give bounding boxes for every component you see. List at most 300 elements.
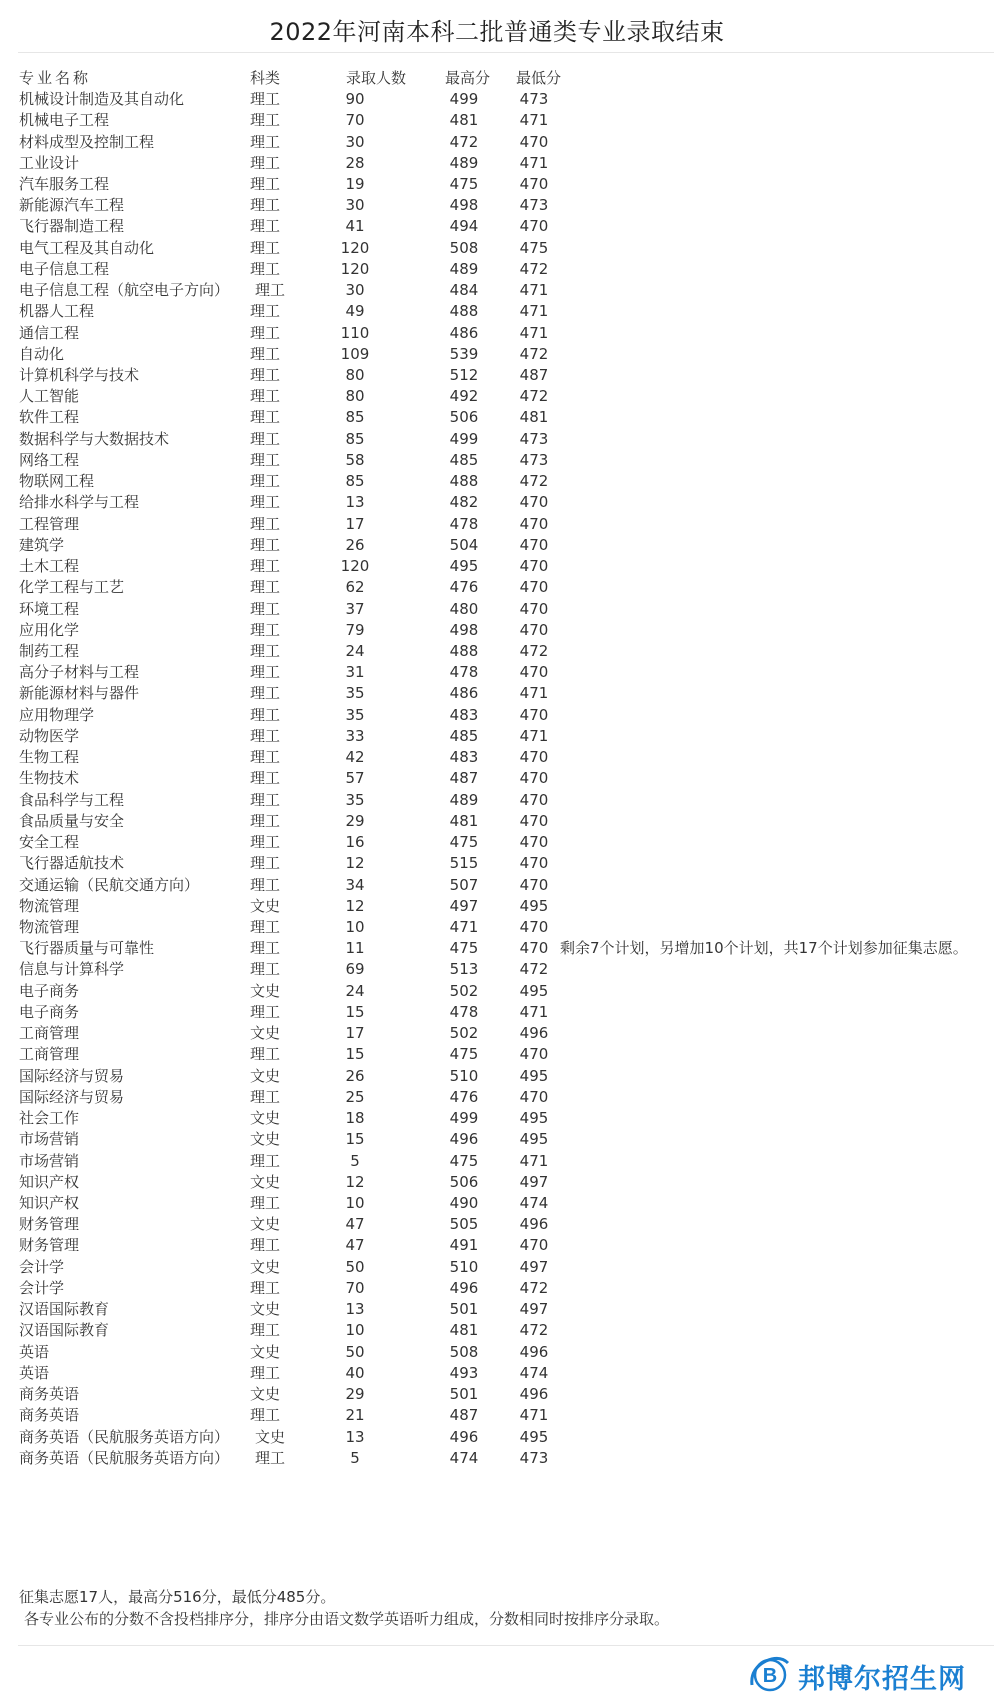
table-row [0, 1426, 994, 1448]
cell-max: 497 [449, 896, 479, 915]
cell-max: 478 [449, 514, 479, 533]
cell-category: 文史 [250, 896, 281, 915]
cell-max: 475 [449, 174, 479, 193]
table-row [0, 767, 994, 789]
cell-min: 497 [519, 1300, 549, 1319]
cell-count: 18 [345, 1109, 365, 1127]
cell-category: 理工 [255, 281, 286, 300]
cell-count: 10 [345, 1321, 365, 1340]
cell-min: 470 [519, 1045, 549, 1064]
cell-major: 商务英语 [19, 1385, 80, 1403]
cell-max: 490 [449, 1194, 479, 1212]
cell-count: 17 [345, 1024, 365, 1043]
cell-major: 汽车服务工程 [19, 174, 110, 193]
cell-category: 理工 [250, 1321, 281, 1340]
cell-category: 理工 [250, 450, 281, 469]
table-row [0, 258, 994, 280]
cell-category: 理工 [250, 217, 281, 236]
table-row [0, 810, 994, 832]
cell-major: 数据科学与大数据技术 [19, 429, 170, 448]
cell-count: 11 [345, 939, 365, 958]
cell-category: 理工 [250, 620, 281, 639]
cell-max: 539 [449, 344, 479, 363]
cell-count: 19 [345, 174, 365, 193]
cell-count: 62 [345, 578, 365, 597]
cell-count: 12 [345, 1172, 365, 1191]
cell-major: 财务管理 [19, 1215, 80, 1234]
cell-major: 土木工程 [19, 557, 80, 576]
cell-max: 478 [449, 1002, 479, 1021]
cell-major: 环境工程 [19, 599, 80, 618]
cell-min: 471 [519, 684, 549, 703]
cell-major: 食品质量与安全 [19, 811, 125, 830]
cell-max: 472 [449, 132, 479, 151]
header-min: 最低分 [516, 69, 562, 87]
cell-category: 理工 [250, 323, 281, 342]
cell-major: 知识产权 [19, 1172, 80, 1191]
table-row [0, 131, 994, 153]
cell-count: 47 [345, 1236, 365, 1255]
cell-max: 499 [449, 90, 479, 108]
table-row [0, 746, 994, 768]
cell-min: 470 [519, 833, 549, 852]
table-row [0, 1298, 994, 1320]
table-row [0, 598, 994, 620]
cell-major: 通信工程 [19, 323, 80, 342]
cell-count: 70 [345, 1278, 365, 1297]
cell-category: 文史 [250, 1172, 281, 1191]
cell-min: 471 [519, 1002, 549, 1021]
cell-min: 470 [519, 854, 549, 873]
table-row [0, 1277, 994, 1299]
cell-count: 21 [345, 1406, 365, 1425]
cell-count: 13 [345, 1300, 365, 1319]
cell-max: 485 [449, 450, 479, 469]
cell-category: 理工 [250, 1087, 281, 1106]
cell-max: 489 [449, 790, 479, 809]
cell-major: 飞行器制造工程 [19, 217, 125, 236]
site-logo[interactable] [748, 1655, 994, 1695]
cell-min: 472 [519, 259, 549, 278]
cell-min: 497 [519, 1257, 549, 1276]
cell-min: 472 [519, 344, 549, 363]
cell-note: 剩余7个计划，另增加10个计划，共17个计划参加征集志愿。 [560, 939, 968, 958]
cell-category: 理工 [250, 196, 281, 215]
table-row [0, 704, 994, 726]
cell-max: 481 [449, 1321, 479, 1340]
cell-min: 471 [519, 1406, 549, 1425]
cell-min: 471 [519, 111, 549, 130]
table-row [0, 789, 994, 811]
cell-max: 475 [449, 939, 479, 958]
cell-count: 31 [345, 663, 365, 682]
cell-category: 理工 [250, 599, 281, 618]
cell-major: 新能源汽车工程 [19, 196, 125, 215]
cell-max: 494 [449, 217, 479, 236]
table-row [0, 279, 994, 301]
table-row [0, 1341, 994, 1363]
cell-category: 理工 [250, 918, 281, 936]
cell-max: 501 [449, 1300, 479, 1319]
cell-count: 42 [345, 748, 365, 767]
table-row [0, 1107, 994, 1129]
cell-category: 理工 [250, 153, 281, 172]
cell-count: 34 [345, 875, 365, 894]
cell-max: 495 [449, 557, 479, 576]
table-row [0, 88, 994, 110]
cell-major: 物流管理 [19, 918, 80, 936]
cell-count: 35 [345, 790, 365, 809]
table-row [0, 619, 994, 641]
cell-count: 30 [345, 132, 365, 151]
cell-count: 110 [340, 323, 370, 342]
cell-min: 470 [519, 748, 549, 767]
cell-count: 85 [345, 472, 365, 491]
cell-major: 飞行器质量与可靠性 [19, 939, 155, 958]
cell-min: 472 [519, 1321, 549, 1340]
cell-count: 28 [345, 153, 365, 172]
cell-major: 电子信息工程 [19, 259, 110, 278]
cell-major: 机械电子工程 [19, 111, 110, 130]
cell-max: 489 [449, 153, 479, 172]
cell-max: 515 [449, 854, 479, 873]
cell-min: 471 [519, 1151, 549, 1170]
table-row [0, 1319, 994, 1341]
cell-category: 理工 [250, 833, 281, 852]
table-row [0, 1362, 994, 1384]
cell-count: 40 [345, 1363, 365, 1382]
cell-major: 工程管理 [19, 514, 80, 533]
cell-count: 109 [340, 344, 370, 363]
cell-category: 理工 [250, 1278, 281, 1297]
cell-min: 496 [519, 1024, 549, 1043]
cell-category: 理工 [250, 1194, 281, 1212]
cell-count: 90 [345, 90, 365, 108]
cell-major: 生物工程 [19, 748, 80, 767]
header-category: 科类 [250, 69, 281, 87]
table-row [0, 980, 994, 1002]
cell-major: 应用化学 [19, 620, 80, 639]
cell-min: 470 [519, 790, 549, 809]
cell-min: 496 [519, 1215, 549, 1234]
cell-major: 人工智能 [19, 387, 80, 406]
cell-category: 理工 [250, 90, 281, 108]
cell-category: 理工 [250, 748, 281, 767]
cell-count: 10 [345, 918, 365, 936]
cell-min: 473 [519, 450, 549, 469]
cell-major: 高分子材料与工程 [19, 663, 140, 682]
cell-count: 17 [345, 514, 365, 533]
cell-major: 机器人工程 [19, 302, 95, 321]
cell-category: 理工 [250, 811, 281, 830]
cell-category: 文史 [250, 1066, 281, 1085]
cell-category: 理工 [250, 642, 281, 660]
cell-major: 新能源材料与器件 [19, 684, 140, 703]
cell-major: 英语 [19, 1363, 50, 1382]
cell-max: 485 [449, 726, 479, 745]
cell-min: 470 [519, 217, 549, 236]
cell-category: 理工 [250, 684, 281, 703]
table-row [0, 449, 994, 471]
logo-text: 邦博尔招生网 [798, 1664, 966, 1695]
cell-max: 496 [449, 1278, 479, 1297]
cell-min: 472 [519, 472, 549, 491]
cell-max: 493 [449, 1363, 479, 1382]
cell-category: 理工 [250, 472, 281, 491]
cell-category: 理工 [250, 1236, 281, 1255]
cell-category: 理工 [250, 663, 281, 682]
table-row [0, 215, 994, 237]
cell-major: 物联网工程 [19, 472, 95, 491]
table-row [0, 916, 994, 938]
cell-major: 物流管理 [19, 896, 80, 915]
cell-major: 计算机科学与技术 [19, 366, 140, 384]
cell-max: 504 [449, 535, 479, 554]
cell-max: 475 [449, 1045, 479, 1064]
cell-min: 470 [519, 769, 549, 788]
cell-max: 487 [449, 1406, 479, 1425]
cell-max: 486 [449, 684, 479, 703]
table-row [0, 1086, 994, 1108]
footer-note-1: 征集志愿17人，最高分516分，最低分485分。 [19, 1588, 336, 1606]
cell-category: 文史 [250, 1257, 281, 1276]
cell-min: 470 [519, 132, 549, 151]
cell-major: 电子商务 [19, 1002, 80, 1021]
cell-category: 理工 [250, 493, 281, 512]
cell-min: 470 [519, 599, 549, 618]
cell-major: 会计学 [19, 1278, 65, 1297]
cell-major: 机械设计制造及其自动化 [19, 90, 185, 108]
cell-min: 470 [519, 535, 549, 554]
table-row [0, 661, 994, 683]
cell-category: 理工 [250, 960, 281, 979]
cell-min: 473 [519, 1448, 549, 1467]
cell-max: 498 [449, 620, 479, 639]
logo-icon [748, 1655, 792, 1693]
cell-major: 工商管理 [19, 1024, 80, 1043]
table-row [0, 491, 994, 513]
cell-count: 80 [345, 366, 365, 384]
cell-min: 495 [519, 1066, 549, 1085]
cell-min: 470 [519, 493, 549, 512]
cell-major: 信息与计算科学 [19, 960, 125, 979]
cell-max: 513 [449, 960, 479, 979]
cell-category: 文史 [250, 1215, 281, 1234]
cell-min: 471 [519, 153, 549, 172]
cell-min: 495 [519, 981, 549, 1000]
cell-category: 理工 [250, 1406, 281, 1425]
cell-min: 470 [519, 705, 549, 724]
cell-count: 49 [345, 302, 365, 321]
table-row [0, 958, 994, 980]
cell-count: 24 [345, 981, 365, 1000]
cell-category: 理工 [250, 514, 281, 533]
cell-min: 472 [519, 387, 549, 406]
cell-count: 13 [345, 493, 365, 512]
cell-major: 会计学 [19, 1257, 65, 1276]
cell-category: 理工 [250, 408, 281, 427]
cell-major: 工商管理 [19, 1045, 80, 1064]
divider [18, 1645, 994, 1646]
cell-major: 生物技术 [19, 769, 80, 788]
cell-category: 理工 [250, 854, 281, 873]
cell-category: 文史 [250, 1300, 281, 1319]
cell-category: 理工 [250, 1151, 281, 1170]
table-row [0, 364, 994, 386]
table-row [0, 555, 994, 577]
cell-count: 58 [345, 450, 365, 469]
cell-min: 470 [519, 174, 549, 193]
divider [18, 52, 994, 53]
cell-min: 487 [519, 366, 549, 384]
cell-major: 自动化 [19, 344, 65, 363]
cell-major: 市场营销 [19, 1130, 80, 1149]
cell-count: 33 [345, 726, 365, 745]
cell-category: 理工 [250, 705, 281, 724]
cell-min: 470 [519, 514, 549, 533]
cell-major: 国际经济与贸易 [19, 1087, 125, 1106]
cell-major: 交通运输（民航交通方向） [19, 875, 200, 894]
cell-min: 495 [519, 1109, 549, 1127]
cell-min: 474 [519, 1363, 549, 1382]
cell-max: 508 [449, 1342, 479, 1361]
cell-min: 470 [519, 1236, 549, 1255]
logo-icon-letter: B [762, 1665, 778, 1687]
cell-min: 470 [519, 557, 549, 576]
cell-count: 80 [345, 387, 365, 406]
cell-major: 食品科学与工程 [19, 790, 125, 809]
table-row [0, 109, 994, 131]
cell-category: 理工 [250, 875, 281, 894]
cell-major: 商务英语（民航服务英语方向） [19, 1448, 230, 1467]
cell-count: 5 [350, 1448, 360, 1467]
cell-category: 理工 [250, 1363, 281, 1382]
cell-min: 473 [519, 429, 549, 448]
cell-count: 79 [345, 620, 365, 639]
cell-max: 488 [449, 642, 479, 660]
table-row [0, 895, 994, 917]
cell-major: 软件工程 [19, 408, 80, 427]
cell-count: 70 [345, 111, 365, 130]
cell-category: 理工 [250, 726, 281, 745]
table-row [0, 1171, 994, 1193]
cell-min: 472 [519, 960, 549, 979]
cell-major: 飞行器适航技术 [19, 854, 125, 873]
cell-max: 506 [449, 408, 479, 427]
cell-major: 电子商务 [19, 981, 80, 1000]
cell-major: 化学工程与工艺 [19, 578, 125, 597]
cell-min: 470 [519, 578, 549, 597]
cell-max: 491 [449, 1236, 479, 1255]
cell-major: 国际经济与贸易 [19, 1066, 125, 1085]
cell-major: 知识产权 [19, 1194, 80, 1212]
cell-max: 480 [449, 599, 479, 618]
cell-count: 24 [345, 642, 365, 660]
cell-max: 501 [449, 1385, 479, 1403]
cell-count: 16 [345, 833, 365, 852]
cell-max: 496 [449, 1130, 479, 1149]
table-row [0, 725, 994, 747]
table-row [0, 576, 994, 598]
cell-min: 495 [519, 1427, 549, 1446]
cell-count: 10 [345, 1194, 365, 1212]
cell-major: 工业设计 [19, 153, 80, 172]
cell-category: 理工 [250, 1045, 281, 1064]
cell-min: 472 [519, 1278, 549, 1297]
cell-major: 网络工程 [19, 450, 80, 469]
cell-category: 理工 [250, 535, 281, 554]
table-row [0, 1256, 994, 1278]
table-row [0, 1022, 994, 1044]
table-row [0, 1128, 994, 1150]
cell-count: 35 [345, 684, 365, 703]
table-row [0, 1383, 994, 1405]
cell-max: 498 [449, 196, 479, 215]
cell-min: 481 [519, 408, 549, 427]
table-row [0, 1001, 994, 1023]
table-row [0, 831, 994, 853]
cell-major: 制药工程 [19, 642, 80, 660]
cell-category: 理工 [250, 1002, 281, 1021]
cell-count: 13 [345, 1427, 365, 1446]
cell-min: 471 [519, 726, 549, 745]
cell-min: 470 [519, 1087, 549, 1106]
cell-category: 文史 [255, 1427, 286, 1446]
footer-note-2: 各专业公布的分数不含投档排序分，排序分由语文数学英语听力组成，分数相同时按排序分录取。 [24, 1610, 670, 1628]
cell-major: 市场营销 [19, 1151, 80, 1170]
cell-max: 488 [449, 302, 479, 321]
table-row [0, 173, 994, 195]
cell-count: 50 [345, 1257, 365, 1276]
table-row [0, 534, 994, 556]
table-row [0, 343, 994, 365]
cell-count: 15 [345, 1002, 365, 1021]
table-row [0, 1447, 994, 1469]
cell-max: 476 [449, 1087, 479, 1106]
cell-max: 476 [449, 578, 479, 597]
cell-category: 理工 [250, 111, 281, 130]
table-row [0, 937, 994, 959]
cell-max: 474 [449, 1448, 479, 1467]
cell-count: 5 [350, 1151, 360, 1170]
cell-count: 47 [345, 1215, 365, 1234]
table-row [0, 237, 994, 259]
cell-major: 汉语国际教育 [19, 1300, 110, 1319]
cell-count: 50 [345, 1342, 365, 1361]
cell-min: 471 [519, 302, 549, 321]
cell-max: 502 [449, 981, 479, 1000]
table-row [0, 1234, 994, 1256]
cell-category: 文史 [250, 1024, 281, 1043]
cell-min: 495 [519, 1130, 549, 1149]
table-row [0, 1213, 994, 1235]
cell-max: 512 [449, 366, 479, 384]
cell-min: 470 [519, 620, 549, 639]
cell-count: 120 [340, 557, 370, 576]
cell-major: 商务英语 [19, 1406, 80, 1425]
cell-max: 483 [449, 748, 479, 767]
table-row [0, 152, 994, 174]
cell-major: 英语 [19, 1342, 50, 1361]
cell-major: 汉语国际教育 [19, 1321, 110, 1340]
table-row [0, 513, 994, 535]
cell-max: 484 [449, 281, 479, 300]
cell-count: 35 [345, 705, 365, 724]
cell-category: 理工 [250, 132, 281, 151]
cell-count: 41 [345, 217, 365, 236]
cell-max: 482 [449, 493, 479, 512]
cell-max: 499 [449, 1109, 479, 1127]
